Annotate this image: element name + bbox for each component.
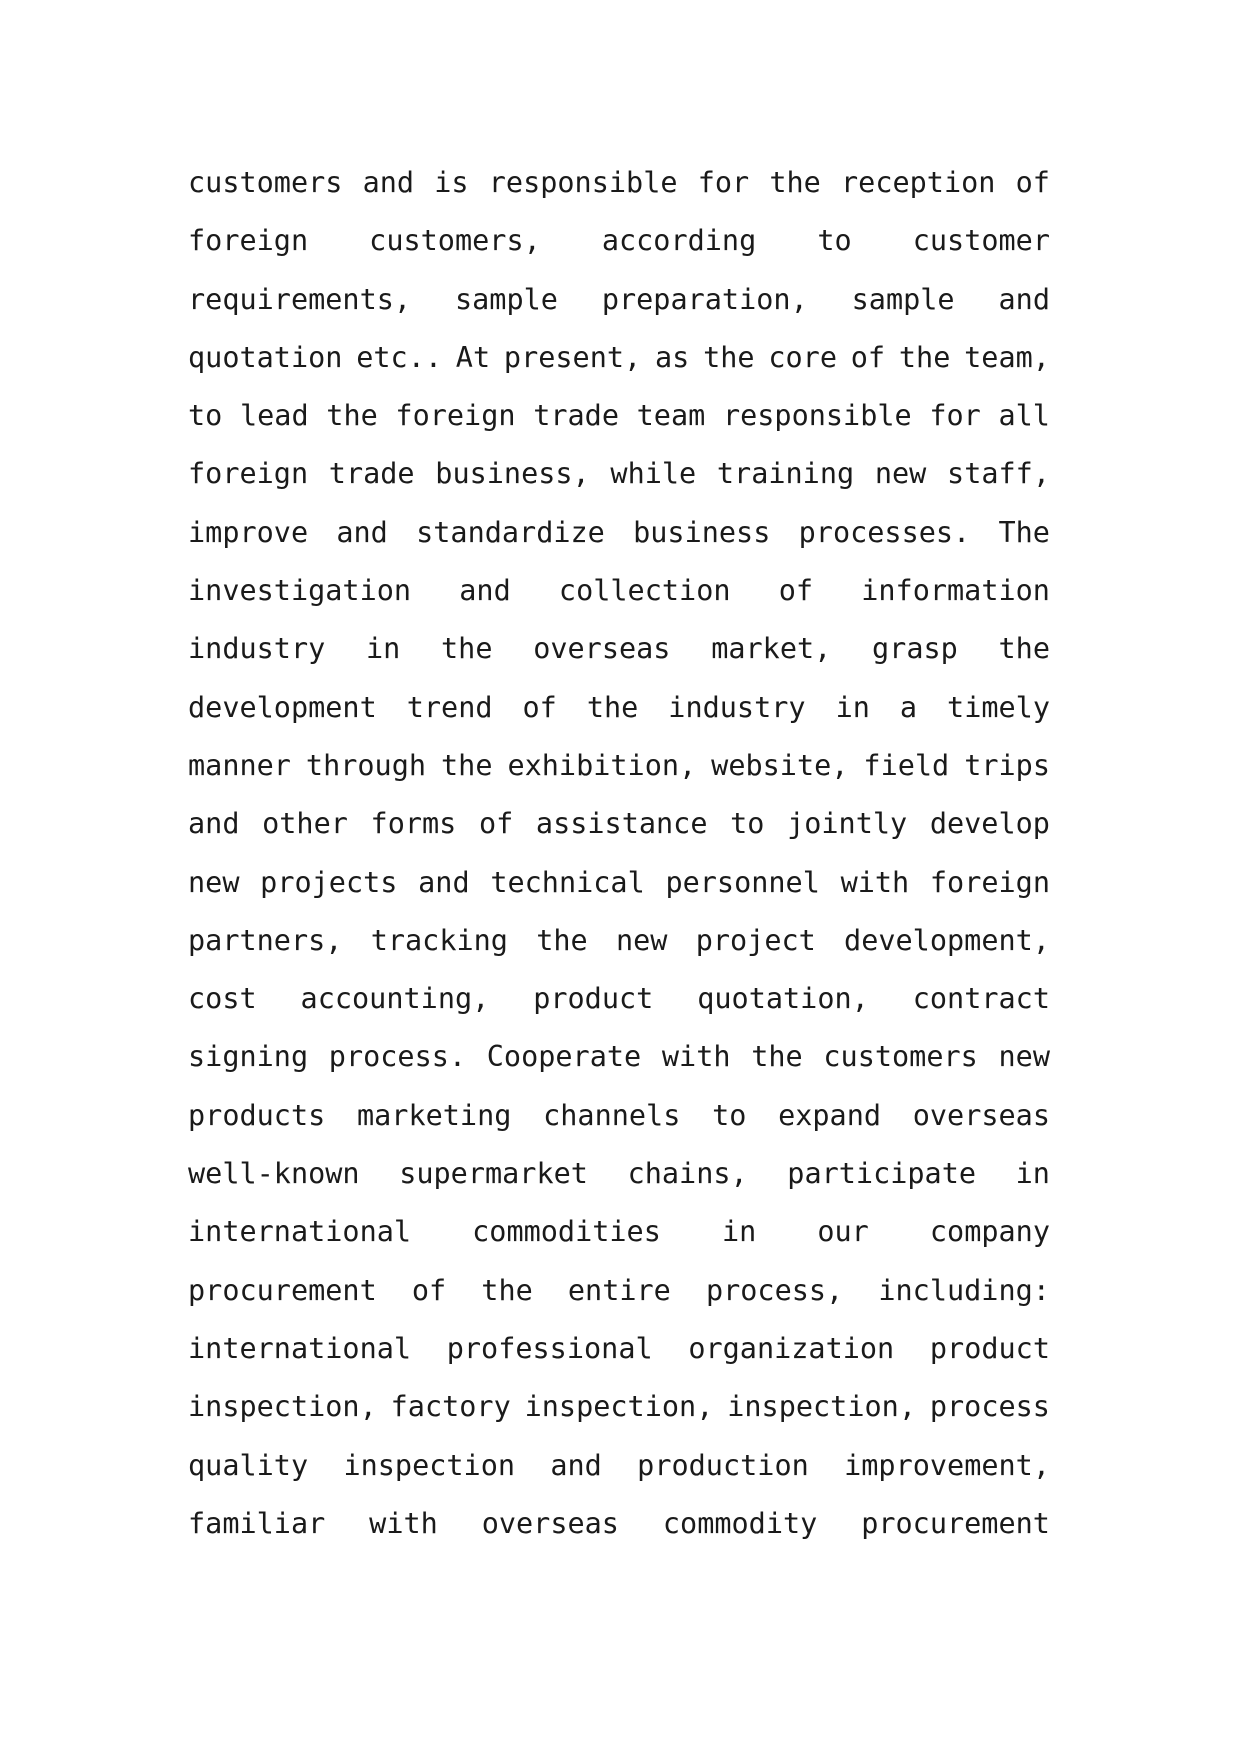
text-word: new [188,865,240,899]
text-word: expand [778,1098,882,1132]
text-line [188,1445,1050,1503]
text-word: international [188,1331,412,1365]
text-word: projects [260,865,398,899]
text-word: team [636,399,706,433]
text-word: the [536,923,588,957]
text-word: all [998,399,1050,433]
text-word: quotation [188,340,343,374]
text-line [188,1386,1050,1444]
text-word: to [712,1098,747,1132]
text-line [188,745,1050,803]
text-word: The [998,515,1050,549]
text-word: production [637,1448,809,1482]
text-word: investigation [188,574,412,608]
text-line [188,803,1050,861]
text-word: overseas [533,632,671,666]
text-word: foreign [188,224,309,258]
text-word: grasp [872,632,958,666]
text-word: development, [844,923,1050,957]
text-word: processes. [798,515,971,549]
text-word: to [188,399,223,433]
text-word: industry [188,632,326,666]
text-word: customers [188,166,343,199]
text-word: factory [390,1390,511,1424]
text-word: of [411,1273,447,1307]
text-line [188,162,1050,220]
text-word: lead [239,399,309,433]
text-word: while [610,457,697,491]
text-line [188,628,1050,686]
text-word: to [730,807,765,841]
text-word: new [874,457,927,491]
text-word: commodities [472,1215,661,1249]
text-line [188,337,1050,395]
text-word: well-known [188,1157,360,1191]
text-word: trips [964,748,1050,782]
text-word: core [768,340,837,374]
text-word: and [550,1448,602,1482]
text-word: customers [823,1040,978,1074]
text-word: improvement, [844,1448,1050,1482]
text-line [188,453,1050,511]
text-word: business [633,515,771,549]
text-word: with [840,865,910,899]
text-word: responsible [722,399,912,433]
text-line [188,279,1050,337]
text-word: professional [446,1331,653,1365]
text-word: chains, [627,1157,748,1191]
text-word: international [188,1215,412,1249]
text-word: organization [688,1331,895,1365]
text-word: according [601,224,757,258]
text-word: in [721,1215,757,1249]
text-word: the [703,340,755,374]
text-word: of [850,340,886,374]
text-word: of [778,574,814,608]
text-word: trade [328,457,415,491]
text-word: process, [705,1273,844,1307]
text-word: develop [929,807,1050,841]
text-word: accounting, [300,982,490,1016]
text-word: website, [711,748,849,782]
text-word: signing [188,1040,309,1074]
text-word: inspection, [727,1390,916,1424]
text-word: in [1015,1157,1050,1191]
text-word: of [1015,166,1050,199]
text-word: the [441,748,493,782]
text-word: inspection, [188,1390,377,1424]
text-word: present, [503,340,642,374]
text-word: procurement [861,1506,1050,1540]
text-word: At [455,340,491,374]
text-word: process [929,1390,1050,1424]
text-word: and [459,574,511,608]
text-word: the [441,632,493,666]
text-line [188,687,1050,745]
text-word: assistance [535,807,708,841]
text-line [188,512,1050,570]
text-word: forms [370,807,457,841]
text-word: jointly [787,807,908,841]
text-word: through [305,748,427,782]
text-word: Cooperate [486,1040,642,1074]
text-word: foreign [188,457,309,491]
text-word: marketing [356,1098,512,1132]
text-word: sample [851,282,955,316]
text-word: as [654,340,690,374]
text-word: requirements, [188,282,412,316]
text-word: reception [841,166,996,199]
text-word: and [362,166,415,199]
text-line [188,220,1050,278]
text-line [188,1095,1050,1153]
text-word: foreign [395,399,516,433]
text-word: foreign [929,865,1050,899]
text-word: field [863,748,950,782]
text-word: customer [912,224,1050,258]
text-line [188,395,1050,453]
text-word: a [899,690,918,724]
text-word: project [695,923,816,957]
text-word: partners, [188,923,343,957]
text-word: team, [964,340,1050,374]
text-word: business, [435,457,590,491]
text-word: entire [567,1273,671,1307]
text-word: and [188,807,240,841]
text-word: inspection, [524,1390,714,1424]
text-word: channels [543,1098,681,1132]
text-line [188,1270,1050,1328]
text-word: manner [188,748,291,782]
text-word: inspection [343,1448,516,1482]
text-word: technical [490,865,645,899]
text-word: contract [912,982,1050,1016]
text-line [188,1036,1050,1094]
text-word: participate [787,1157,977,1191]
text-word: products [188,1098,326,1132]
text-word: with [369,1506,438,1540]
text-word: the [998,632,1050,666]
text-word: to [817,224,852,258]
text-word: is [434,166,469,199]
text-word: market, [711,632,832,666]
text-word: for [697,166,750,199]
text-word: sample [454,282,558,316]
text-word: with [661,1040,731,1074]
text-word: quality [188,1448,309,1482]
text-word: process. [328,1040,467,1074]
text-word: overseas [481,1506,619,1540]
text-word: overseas [912,1098,1050,1132]
text-word: collection [558,574,731,608]
text-word: including: [878,1273,1050,1307]
text-word: staff, [947,457,1050,491]
text-word: supermarket [399,1157,588,1191]
text-line [188,862,1050,920]
text-word: trend [406,690,493,724]
text-word: trade [533,399,619,433]
text-word: the [481,1273,533,1307]
text-word: development [188,690,377,724]
text-word: tracking [370,923,508,957]
text-word: of [478,807,514,841]
text-word: the [586,690,639,724]
text-word: information [861,574,1050,608]
text-word: our [817,1215,869,1249]
text-line [188,978,1050,1036]
text-word: for [929,399,981,433]
text-word: of [522,690,557,724]
text-word: the [769,166,821,199]
text-word: product [533,982,654,1016]
text-word: procurement [188,1273,377,1307]
text-word: other [262,807,348,841]
text-word: customers, [369,224,541,258]
text-word: training [716,457,855,491]
text-word: the [898,340,951,374]
text-word: industry [668,690,806,724]
text-word: and [418,865,470,899]
text-word: the [326,399,378,433]
text-line [188,570,1050,628]
text-line [188,920,1050,978]
text-word: and [336,515,388,549]
text-line [188,1153,1050,1211]
body-text [188,162,1050,1561]
text-line [188,1503,1050,1561]
text-word: new [615,923,668,957]
text-word: preparation, [601,282,808,316]
text-line [188,1328,1050,1386]
text-word: in [835,690,870,724]
text-word: timely [947,690,1050,724]
text-word: familiar [188,1506,326,1540]
text-word: responsible [488,166,678,199]
text-line [188,1211,1050,1269]
text-word: quotation, [697,982,869,1016]
text-word: standardize [416,515,605,549]
text-word: product [929,1331,1050,1365]
text-word: improve [188,515,309,549]
text-word: commodity [662,1506,818,1540]
text-word: exhibition, [507,748,697,782]
text-word: the [751,1040,803,1074]
text-word: and [998,282,1050,316]
text-word: in [365,632,401,666]
text-word: company [929,1215,1050,1249]
text-word: new [998,1040,1050,1074]
text-word: personnel [665,865,820,899]
text-word: etc.. [356,340,443,374]
text-word: cost [188,982,257,1016]
